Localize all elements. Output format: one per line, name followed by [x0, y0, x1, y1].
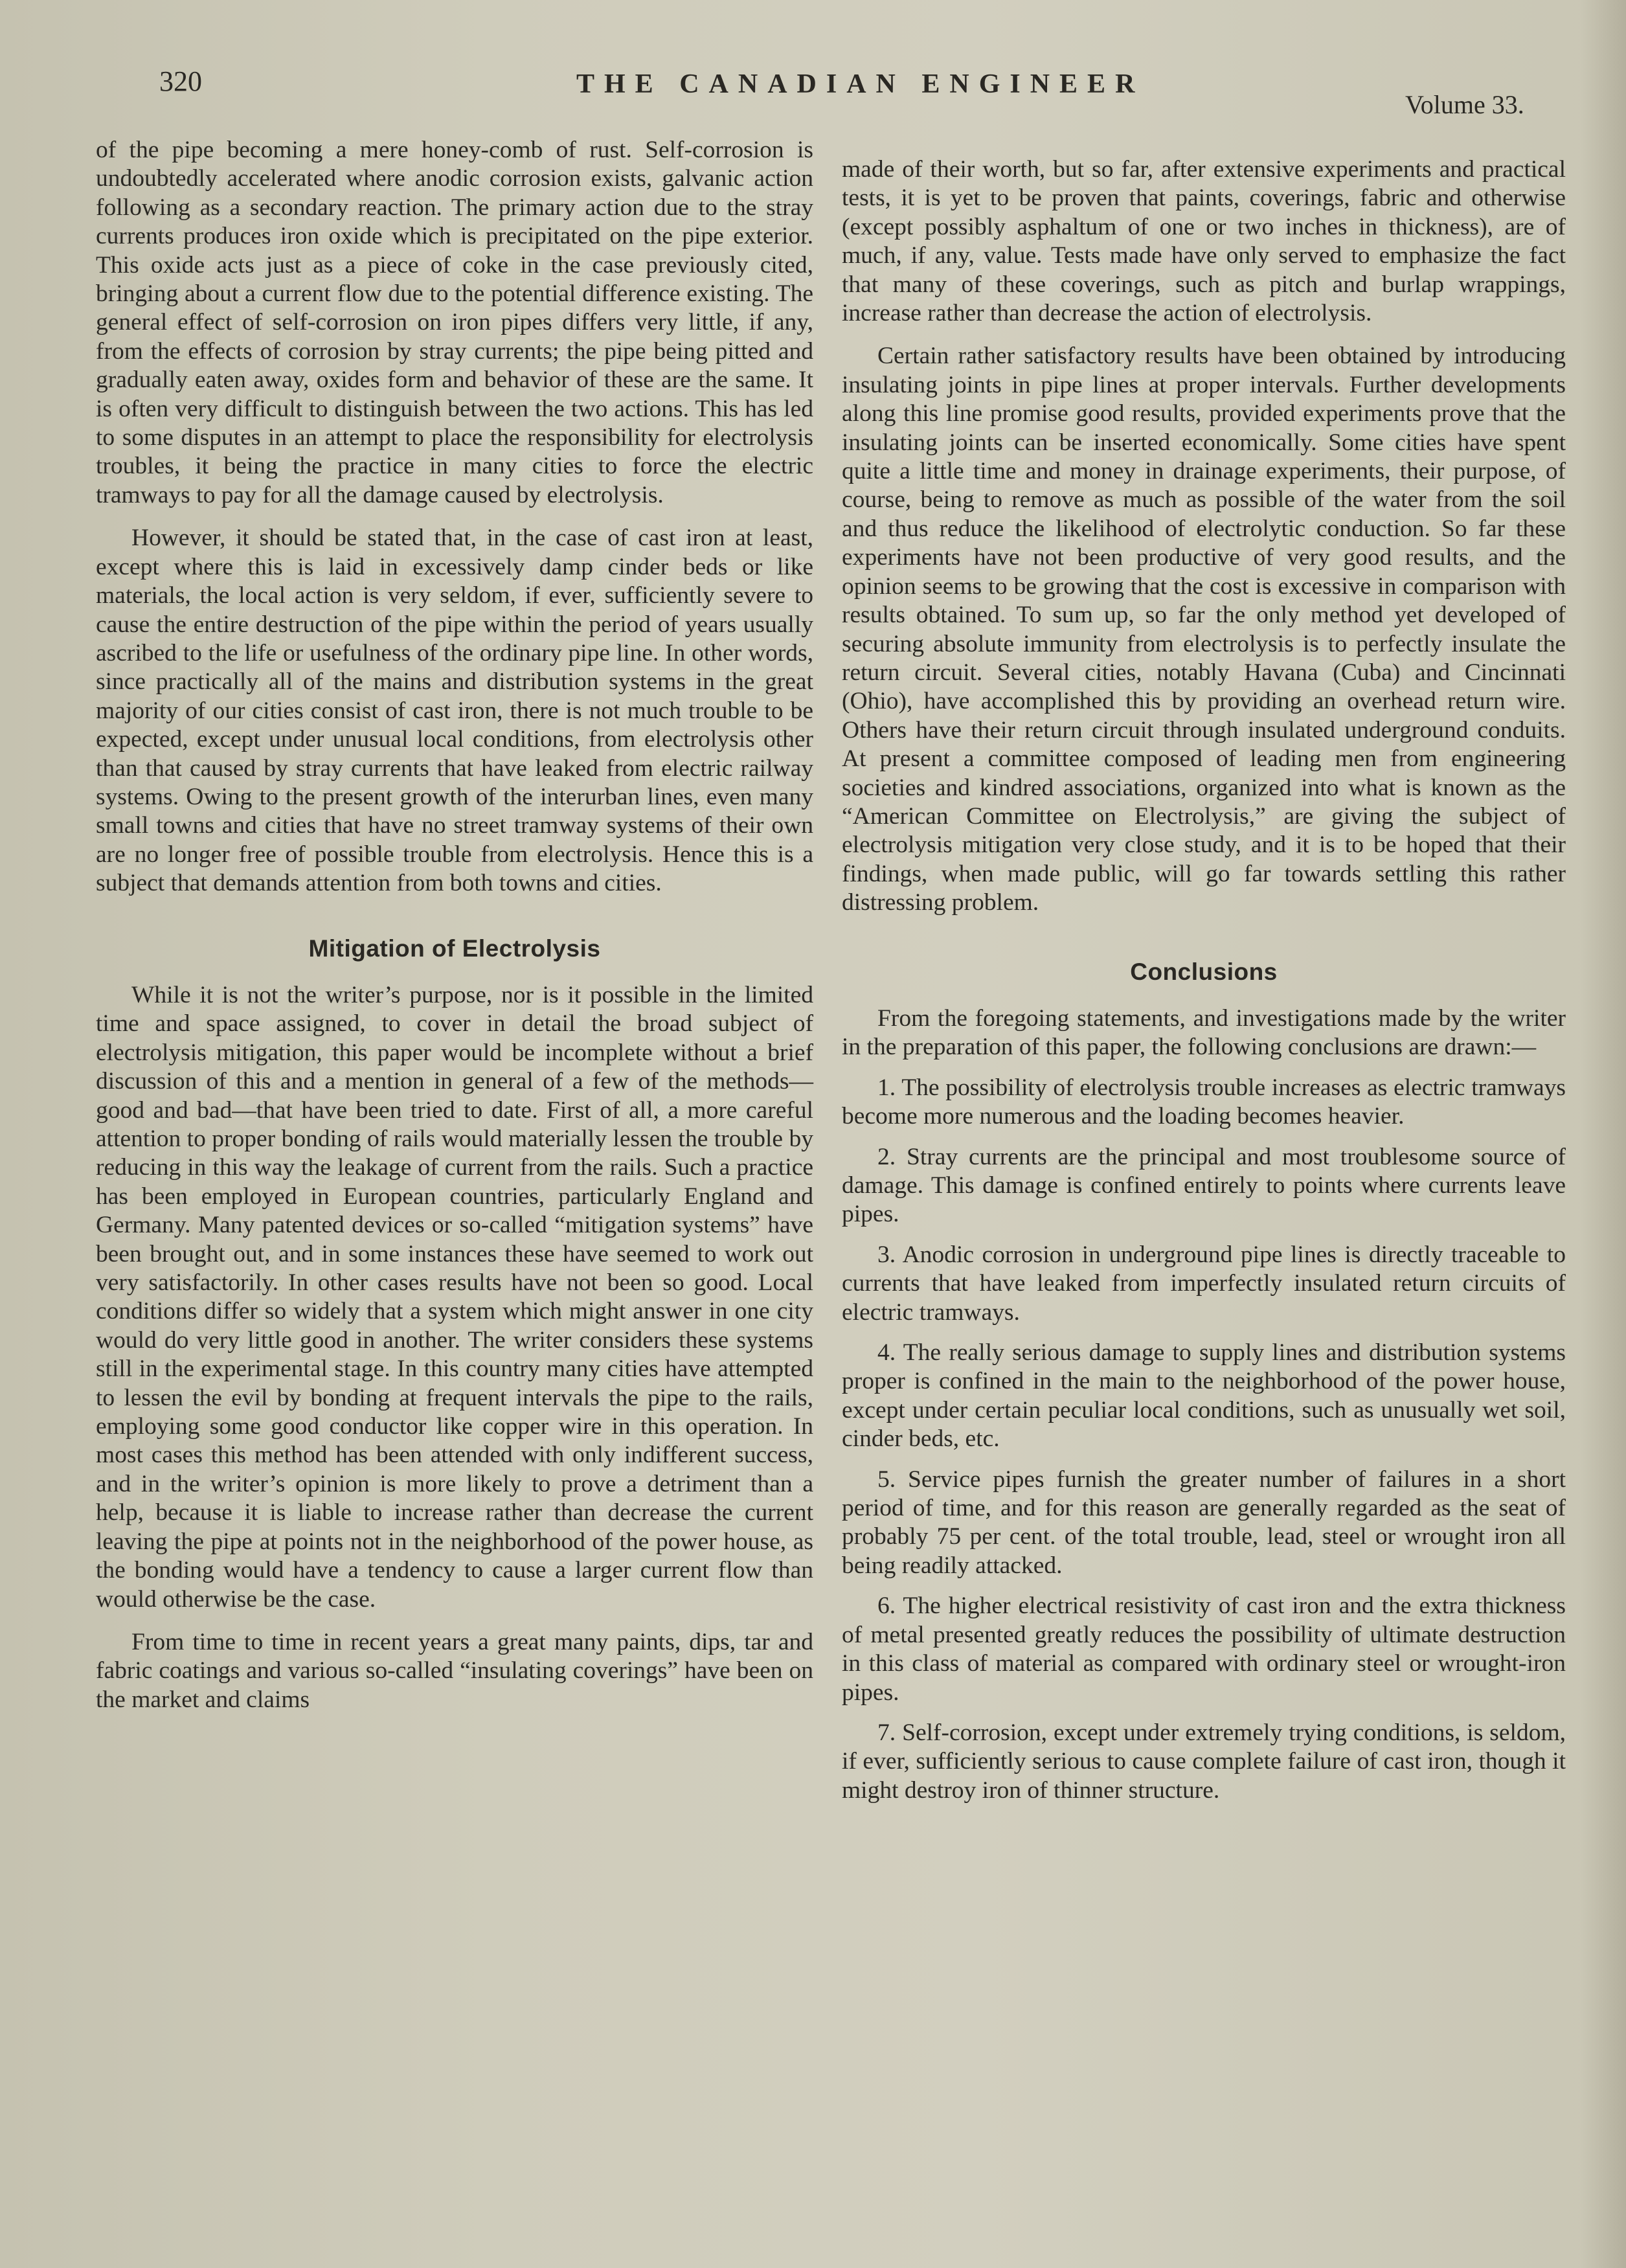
journal-title: THE CANADIAN ENGINEER [576, 69, 1145, 99]
paragraph: While it is not the writer’s purpose, nor is it possible in the limited time and space assigned, to cover in detail the broad subject of electrolysis mitigation, this paper would be incomplete without a brief discussion of this and a mention in general of a few of the methods—good and bad—that have been tried to date. First of all, a more careful attention to proper bonding of rails would materially lessen the trouble by reducing in this way the leakage of current from the rails. Such a practice has been employed in European countries, particularly England and Germany. Many patented devices or so-called “mitigation systems” have been brought out, and in some instances these have seemed to work out very satisfactorily. In other cases results have not been so good. Local conditions differ so widely that a system which might answer in one city would do very little good in another. The writer considers these systems still in the experimental stage. In this country many cities have attempted to lessen the evil by bonding at frequent intervals the pipe to the rails, employing some good conductor like copper wire in this operation. In most cases this method has been attended with only indifferent success, and in the writer’s opinion is more likely to prove a detriment than a help, because it is liable to increase rather than decrease the current leaving the pipe at points not in the neighborhood of the power house, as the bonding would have a tendency to cause a larger current flow than would otherwise be the case. [96, 981, 813, 1613]
conclusion-item: 3. Anodic corrosion in underground pipe lines is directly traceable to currents that have leaked from imperfectly insulated return circuits of electric tramways. [842, 1241, 1566, 1326]
conclusion-item: 2. Stray currents are the principal and most troublesome source of damage. This damage is confined entirely to points where currents leave pipes. [842, 1143, 1566, 1228]
section-heading-mitigation: Mitigation of Electrolysis [308, 935, 601, 962]
conclusion-item: 1. The possibility of electrolysis trouble increases as electric tramways become more numerous and the loading becomes heavier. [842, 1074, 1566, 1130]
page-edge-shadow [1581, 0, 1626, 2268]
volume-label: Volume 33. [1405, 90, 1524, 119]
conclusion-item: 4. The really serious damage to supply lines and distribution systems proper is confined in the main to the neighborhood of the power house, except under certain peculiar local conditions, such as unusually wet soil, cinder beds, etc. [842, 1339, 1566, 1453]
conclusion-item: 5. Service pipes furnish the greater number of failures in a short period of time, and for this reason are generally regarded as the seat of probably 75 per cent. of the total trouble, lead, steel or wrought iron all being readily attacked. [842, 1466, 1566, 1579]
paragraph: of the pipe becoming a mere honey-comb of rust. Self-corrosion is undoubtedly accelerated where anodic corrosion exists, galvanic action following as a secondary reaction. The primary action due to the stray currents produces iron oxide which is precipitated on the pipe exterior. This oxide acts just as a piece of coke in the case previously cited, bringing about a current flow due to the potential difference existing. The general effect of self-corrosion on iron pipes differs very little, if any, from the effects of corrosion by stray currents; the pipe being pitted and gradually eaten away, oxides form and behavior of these are the same. It is often very difficult to distinguish between the two actions. This has led to some disputes in an attempt to place the responsibility for electrolysis troubles, it being the practice in many cities to force the electric tramways to pay for all the damage caused by electrolysis. [96, 137, 813, 508]
left-column [96, 136, 813, 1714]
right-column [842, 155, 1566, 1805]
conclusions-intro: From the foregoing statements, and investigations made by the writer in the preparation of this paper, the following conclusions are drawn:— [842, 1004, 1566, 1061]
running-header [0, 65, 1626, 123]
paragraph: However, it should be stated that, in the case of cast iron at least, except where this is laid in excessively damp cinder beds or like materials, the local action is very seldom, if ever, sufficiently severe to cause the entire destruction of the pipe within the period of years usually ascribed to the life or usefulness of the ordinary pipe line. In other words, since practically all of the mains and distribution systems in the great majority of our cities consist of cast iron, there is not much trouble to be expected, except under unusual local conditions, from electrolysis other than that caused by stray currents that have leaked from electric railway systems. Owing to the present growth of the interurban lines, even many small towns and cities that have no street tramway systems of their own are no longer free of possible trouble from electrolysis. Hence this is a subject that demands attention from both towns and cities. [96, 525, 813, 897]
section-heading-conclusions: Conclusions [1130, 958, 1278, 985]
paragraph: Certain rather satisfactory results have been obtained by introducing insulating joints in pipe lines at proper intervals. Further developments along this line promise good results, provided experiments prove that the insulating joints can be inserted economically. Some cities have spent quite a little time and money in drainage experiments, their purpose, of course, being to remove as much as possible of the water from the soil and thus reduce the likelihood of electrolytic conduction. So far these experiments have not been productive of very good results, and the opinion seems to be growing that the cost is excessive in comparison with results obtained. To sum up, so far the only method yet developed of securing absolute immunity from electrolysis is to perfectly insulate the return circuit. Several cities, notably Havana (Cuba) and Cincinnati (Ohio), have accomplished this by providing an overhead return wire. Others have their return circuit through insulated underground conduits. At present a committee composed of leading men from engineering societies and kindred associations, organized into what is known as the “American Committee on Electrolysis,” are giving the subject of electrolysis mitigation very close study, and it is to be hoped that their findings, when made public, will go far towards settling this rather distressing problem. [842, 343, 1566, 916]
conclusion-item: 6. The higher electrical resistivity of cast iron and the extra thickness of metal presented greatly reduces the possibility of ultimate destruction in this class of material as compared with ordinary steel or wrought-iron pipes. [842, 1593, 1566, 1706]
page-number: 320 [159, 65, 202, 97]
paragraph: made of their worth, but so far, after extensive experiments and practical tests, it is yet to be proven that paints, coverings, fabric and otherwise (except possibly asphaltum of one or two inches in thickness), are of much, if any, value. Tests made have only served to emphasize the fact that many of these coverings, such as pitch and burlap wrappings, increase rather than decrease the action of electrolysis. [842, 156, 1566, 327]
paragraph: From time to time in recent years a great many paints, dips, tar and fabric coatings and various so-called “insulating coverings” have been on the market and claims [96, 1628, 813, 1713]
conclusion-item: 7. Self-corrosion, except under extremely trying conditions, is seldom, if ever, sufficiently serious to cause complete failure of cast iron, though it might destroy iron of thinner structure. [842, 1719, 1566, 1804]
